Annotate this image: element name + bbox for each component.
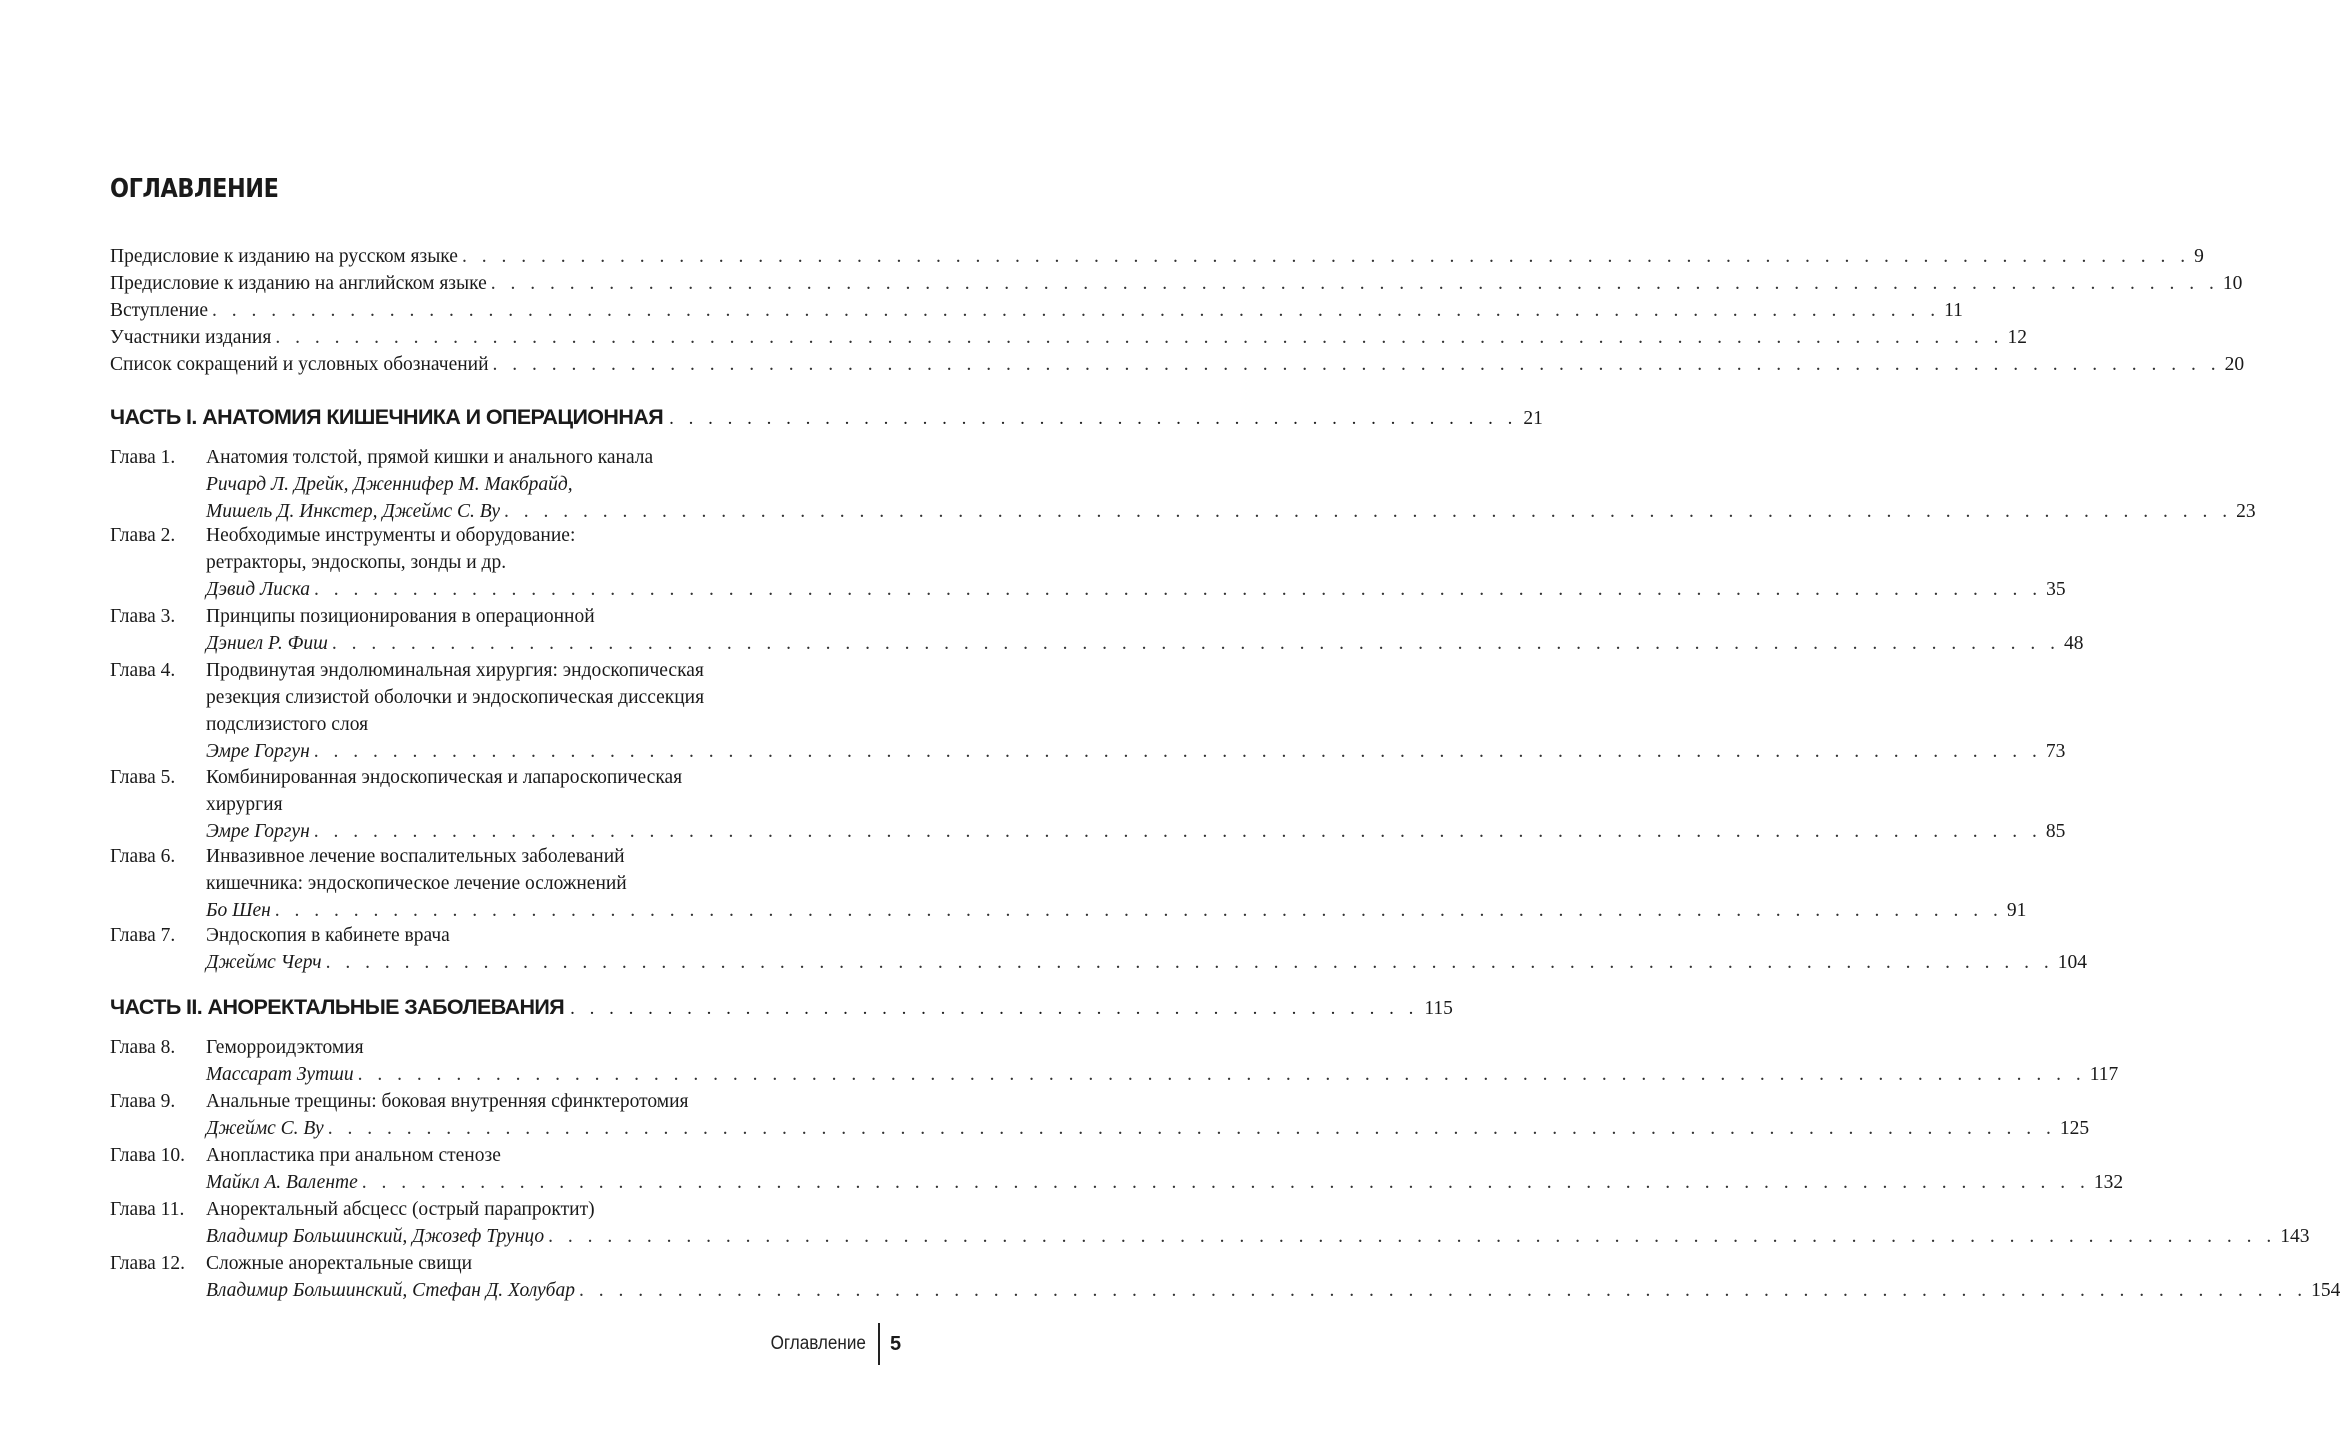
- part-heading[interactable]: [110, 400, 1543, 434]
- chapter-label: Глава 1.: [110, 447, 176, 468]
- chapter-authors: Владимир Большинский, Стефан Д. Холубар: [206, 1280, 575, 1301]
- chapter-entry[interactable]: [110, 1088, 2090, 1142]
- dot-leader: [669, 402, 1517, 436]
- chapter-title: Анальные трещины: боковая внутренняя сфинктеротомия: [206, 1091, 689, 1112]
- chapter-label: Глава 2.: [110, 525, 176, 546]
- dot-leader: [493, 351, 2221, 378]
- chapter-page: 125: [2059, 1118, 2090, 1139]
- dot-leader: [314, 818, 2042, 845]
- front-matter-list: [110, 243, 2245, 378]
- dot-leader: [328, 1115, 2056, 1142]
- toc-entry[interactable]: [110, 297, 1963, 324]
- toc-entry[interactable]: [110, 324, 2027, 351]
- chapter-label: Глава 10.: [110, 1145, 186, 1166]
- chapter-entry[interactable]: [110, 1034, 2119, 1088]
- part-1-section: [110, 400, 1543, 434]
- dot-leader: [579, 1277, 2307, 1304]
- part-2-section: [110, 990, 1453, 1024]
- chapter-label: Глава 8.: [110, 1037, 176, 1058]
- page-title: ОГЛАВЛЕНИЕ: [110, 174, 279, 204]
- chapter-title: Комбинированная эндоскопическая и лапароскопическая: [206, 767, 683, 788]
- toc-entry-page: 12: [2007, 327, 2027, 348]
- part-page: 115: [1424, 998, 1453, 1019]
- chapter-title: Эндоскопия в кабинете врача: [206, 925, 450, 946]
- part-page: 21: [1523, 408, 1543, 429]
- dot-leader: [358, 1061, 2086, 1088]
- chapter-authors: Бо Шен: [206, 900, 271, 921]
- chapter-title: подслизистого слоя: [206, 714, 369, 735]
- chapter-page: 143: [2280, 1226, 2310, 1247]
- chapter-title: Геморроидэктомия: [206, 1037, 364, 1058]
- chapter-page: 73: [2045, 741, 2066, 762]
- toc-entry[interactable]: [110, 270, 2243, 297]
- chapter-title: ретракторы, эндоскопы, зонды и др.: [206, 552, 507, 573]
- chapter-entry[interactable]: [110, 843, 2027, 924]
- dot-leader: [548, 1223, 2276, 1250]
- chapter-title: Сложные аноректальные свищи: [206, 1253, 473, 1274]
- dot-leader: [362, 1169, 2090, 1196]
- chapter-entry[interactable]: [110, 1250, 2340, 1304]
- toc-entry-title: Предисловие к изданию на русском языке: [110, 246, 458, 267]
- chapter-title: Анатомия толстой, прямой кишки и анального канала: [206, 447, 654, 468]
- chapter-page: 91: [2006, 900, 2027, 921]
- chapter-label: Глава 12.: [110, 1253, 186, 1274]
- dot-leader: [332, 630, 2060, 657]
- chapter-title: Аноректальный абсцесс (острый парапроктит): [206, 1199, 595, 1220]
- dot-leader: [570, 992, 1418, 1026]
- toc-entry-title: Список сокращений и условных обозначений: [110, 354, 489, 375]
- chapter-entry[interactable]: [110, 603, 2084, 657]
- chapter-entry[interactable]: [110, 522, 2066, 603]
- part-heading[interactable]: [110, 990, 1453, 1024]
- chapter-title: кишечника: эндоскопическое лечение осложнений: [206, 873, 627, 894]
- page-footer: [760, 1322, 901, 1366]
- chapter-authors: Ричард Л. Дрейк, Дженнифер М. Макбрайд,: [206, 474, 573, 495]
- dot-leader: [314, 738, 2042, 765]
- page-number: 5: [889, 1332, 902, 1355]
- chapter-title: Анопластика при анальном стенозе: [206, 1145, 501, 1166]
- toc-entry-page: 9: [2194, 246, 2204, 267]
- toc-entry-page: 11: [1944, 300, 1963, 321]
- toc-entry-page: 20: [2224, 354, 2245, 375]
- dot-leader: [491, 270, 2219, 297]
- part-title: ЧАСТЬ I. АНАТОМИЯ КИШЕЧНИКА И ОПЕРАЦИОННАЯ: [110, 405, 664, 429]
- chapter-authors: Майкл А. Валенте: [206, 1172, 358, 1193]
- chapter-label: Глава 11.: [110, 1199, 185, 1220]
- chapter-title: хирургия: [206, 794, 283, 815]
- toc-entry-title: Участники издания: [110, 327, 272, 348]
- toc-entry-title: Предисловие к изданию на английском языке: [110, 273, 487, 294]
- chapter-page: 23: [2236, 501, 2256, 522]
- chapter-label: Глава 7.: [110, 925, 176, 946]
- dot-leader: [212, 297, 1940, 324]
- chapter-title: Инвазивное лечение воспалительных заболеваний: [206, 846, 625, 867]
- chapter-page: 48: [2063, 633, 2084, 654]
- chapter-authors: Джеймс Черч: [206, 952, 322, 973]
- dot-leader: [314, 576, 2042, 603]
- dot-leader: [326, 949, 2054, 976]
- dot-leader: [275, 897, 2003, 924]
- toc-entry-page: 10: [2222, 273, 2243, 294]
- chapter-page: 85: [2045, 821, 2066, 842]
- dot-leader: [504, 498, 2232, 525]
- dot-leader: [462, 243, 2190, 270]
- dot-leader: [275, 324, 2003, 351]
- chapter-title: Продвинутая эндолюминальная хирургия: эндоскопическая: [206, 660, 704, 681]
- chapter-title: резекция слизистой оболочки и эндоскопическая диссекция: [206, 687, 705, 708]
- chapter-authors: Мишель Д. Инкстер, Джеймс С. Ву: [206, 501, 501, 522]
- toc-entry[interactable]: [110, 351, 2245, 378]
- chapter-authors: Дэниел Р. Фиш: [206, 633, 328, 654]
- toc-entry-title: Вступление: [110, 300, 209, 321]
- chapter-entry[interactable]: [110, 1196, 2310, 1250]
- chapter-authors: Дэвид Лиска: [206, 579, 310, 600]
- chapter-page: 104: [2057, 952, 2087, 973]
- chapter-page: 35: [2046, 579, 2066, 600]
- chapter-entry[interactable]: [110, 1142, 2124, 1196]
- chapter-page: 154: [2311, 1280, 2340, 1301]
- chapter-label: Глава 3.: [110, 606, 176, 627]
- chapter-entry[interactable]: [110, 922, 2087, 976]
- chapter-entry[interactable]: [110, 444, 2256, 525]
- chapter-authors: Эмре Горгун: [206, 741, 310, 762]
- chapter-entry[interactable]: [110, 764, 2066, 845]
- chapter-label: Глава 6.: [110, 846, 176, 867]
- chapter-page: 132: [2093, 1172, 2124, 1193]
- chapter-title: Необходимые инструменты и оборудование:: [206, 525, 576, 546]
- chapter-label: Глава 9.: [110, 1091, 176, 1112]
- chapter-authors: Массарат Зутши: [206, 1064, 354, 1085]
- toc-entry[interactable]: [110, 243, 2204, 270]
- chapter-page: 117: [2089, 1064, 2119, 1085]
- part-title: ЧАСТЬ II. АНОРЕКТАЛЬНЫЕ ЗАБОЛЕВАНИЯ: [110, 995, 565, 1019]
- chapter-label: Глава 5.: [110, 767, 176, 788]
- chapter-title: Принципы позиционирования в операционной: [206, 606, 595, 627]
- running-footer-section: Оглавление: [770, 1333, 866, 1354]
- footer-divider: [878, 1323, 880, 1365]
- chapter-authors: Эмре Горгун: [206, 821, 310, 842]
- chapter-authors: Владимир Большинский, Джозеф Трунцо: [206, 1226, 545, 1247]
- chapter-entry[interactable]: [110, 657, 2066, 765]
- chapter-authors: Джеймс С. Ву: [206, 1118, 324, 1139]
- chapter-label: Глава 4.: [110, 660, 176, 681]
